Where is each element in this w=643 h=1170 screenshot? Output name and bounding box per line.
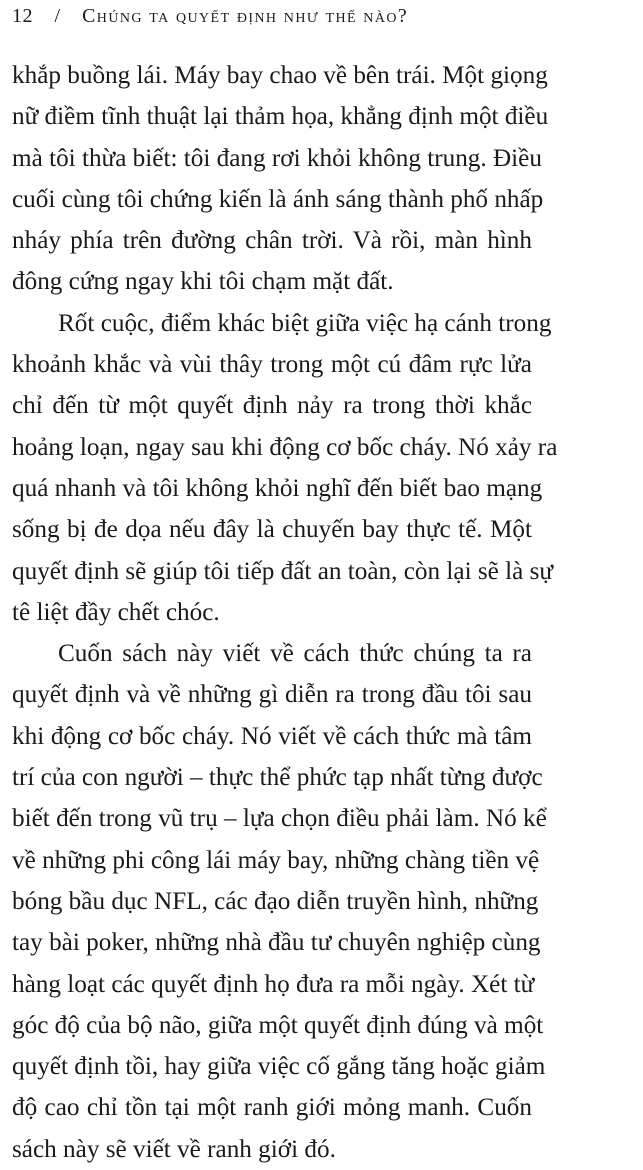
text-line: tê liệt đầy chết chóc. — [12, 598, 220, 626]
text-line: góc độ của bộ não, giữa một quyết định đúng và một — [12, 1011, 544, 1039]
body-text — [12, 55, 558, 1170]
header-separator: / — [54, 5, 61, 27]
text-line: khắp buồng lái. Máy bay chao về bên trái. Một giọng — [12, 62, 548, 89]
running-head — [12, 3, 408, 29]
text-line: sách này sẽ viết về ranh giới đó. — [12, 1135, 336, 1163]
text-line: chỉ đến từ một quyết định nảy ra trong thời khắc — [12, 392, 532, 420]
text-line: cuối cùng tôi chứng kiến là ánh sáng thành phố nhấp — [12, 185, 544, 213]
text-line: độ cao chỉ tồn tại một ranh giới mỏng manh. Cuốn — [12, 1094, 532, 1122]
page-number: 12 — [12, 5, 33, 27]
chapter-title: Chúng ta quyết định như thế nào? — [82, 5, 409, 27]
paragraph — [12, 633, 547, 1170]
paragraph — [12, 55, 549, 303]
paragraph — [12, 303, 558, 633]
text-line: khi động cơ bốc cháy. Nó viết về cách thức mà tâm — [12, 722, 532, 750]
text-line: đông cứng ngay khi tôi chạm mặt đất. — [12, 268, 394, 296]
text-line: quyết định và về những gì diễn ra trong đầu tôi sau — [12, 681, 532, 709]
text-line: quyết định sẽ giúp tôi tiếp đất an toàn, còn lại sẽ là sự — [12, 557, 554, 585]
text-line: trí của con người – thực thể phức tạp nhất từng được — [12, 764, 543, 792]
text-line: tay bài poker, những nhà đầu tư chuyên nghiệp cùng — [12, 929, 541, 957]
text-line: quá nhanh và tôi không khỏi nghĩ đến biết bao mạng — [12, 474, 543, 502]
text-line: Cuốn sách này viết về cách thức chúng ta ra — [58, 640, 532, 668]
text-line: Rốt cuộc, điểm khác biệt giữa việc hạ cánh trong — [58, 309, 552, 337]
text-line: quyết định tồi, hay giữa việc cố gắng tăng hoặc giảm — [12, 1053, 546, 1081]
text-line: hàng loạt các quyết định họ đưa ra mỗi ngày. Xét từ — [12, 970, 535, 998]
text-line: mà tôi thừa biết: tôi đang rơi khỏi không trung. Điều — [12, 144, 542, 172]
text-line: nháy phía trên đường chân trời. Và rồi, màn hình — [12, 227, 532, 255]
text-line: biết đến trong vũ trụ – lựa chọn điều phải làm. Nó kể — [12, 805, 547, 833]
text-line: khoảnh khắc và vùi thây trong một cú đâm rực lửa — [12, 351, 532, 379]
text-line: bóng bầu dục NFL, các đạo diễn truyền hình, những — [12, 887, 539, 915]
text-line: nữ điềm tĩnh thuật lại thảm họa, khẳng định một điều — [12, 103, 549, 131]
text-line: hoảng loạn, ngay sau khi động cơ bốc cháy. Nó xảy ra — [12, 433, 558, 461]
text-line: sống bị đe dọa nếu đây là chuyến bay thực tế. Một — [12, 516, 532, 544]
text-line: về những phi công lái máy bay, những chàng tiền vệ — [12, 846, 540, 874]
